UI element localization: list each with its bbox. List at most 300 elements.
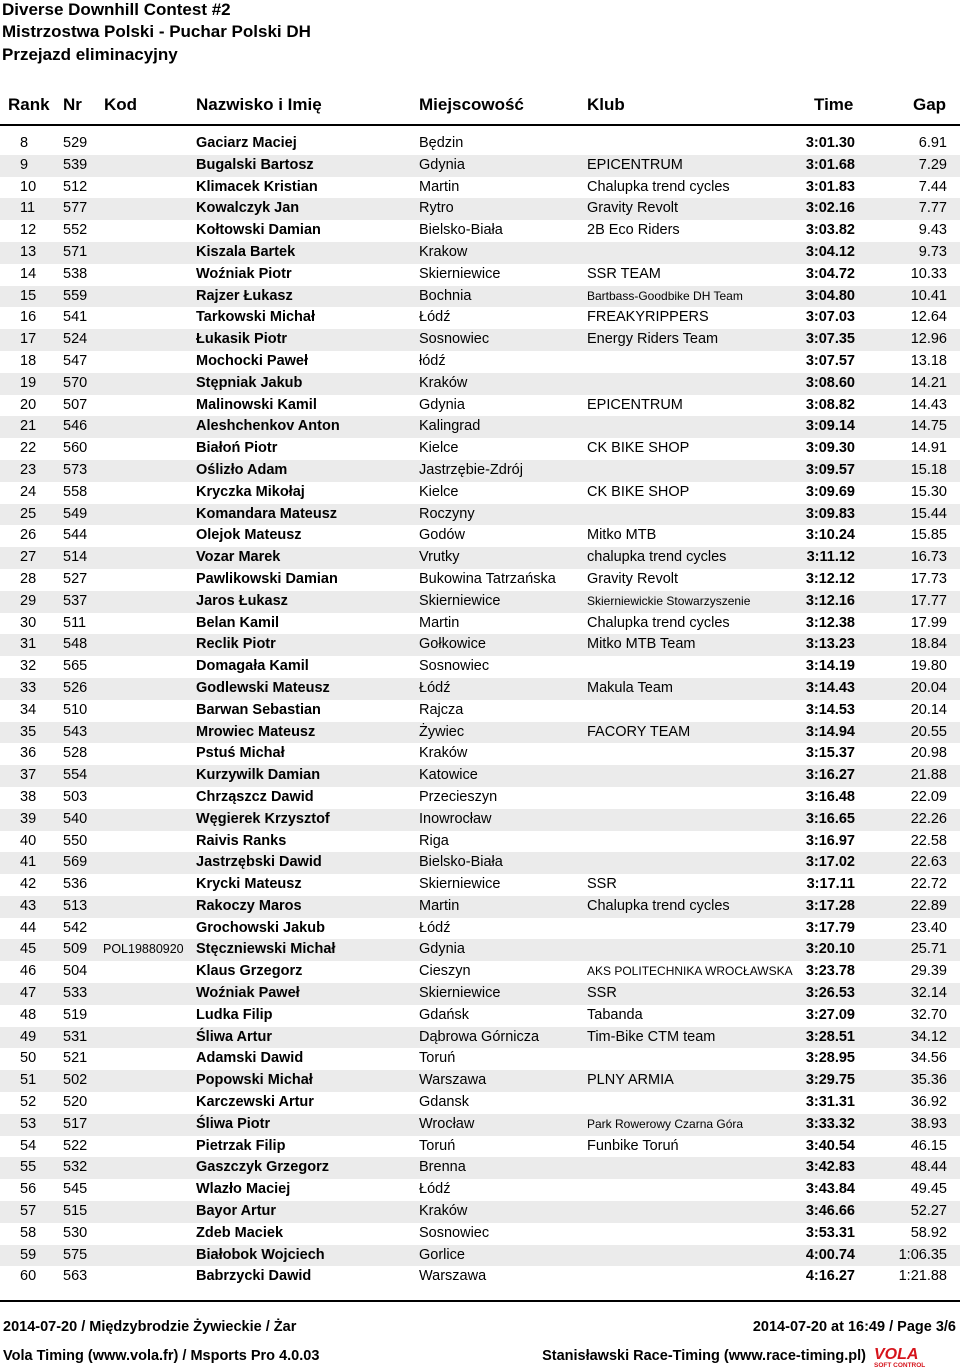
- table-row: [0, 438, 960, 460]
- cell-club: Mitko MTB: [587, 527, 657, 544]
- cell-rider-name: Olejok Mateusz: [196, 527, 302, 544]
- cell-gap: 1:21.88: [898, 1268, 947, 1285]
- cell-city: Bielsko-Biała: [419, 854, 503, 871]
- table-row: [0, 373, 960, 395]
- cell-rank: 33: [20, 679, 37, 696]
- cell-time: 3:23.78: [805, 963, 855, 980]
- cell-club: CK BIKE SHOP: [587, 483, 690, 500]
- cell-club: Gravity Revolt: [587, 200, 679, 217]
- cell-bib-number: 512: [63, 178, 88, 195]
- col-rank: Rank: [8, 95, 50, 114]
- cell-time: 3:40.54: [805, 1137, 855, 1154]
- cell-gap: 20.14: [910, 701, 947, 718]
- cell-city: Roczyny: [419, 505, 475, 522]
- cell-city: Gorlice: [419, 1246, 465, 1263]
- cell-rider-name: Oślizło Adam: [196, 461, 288, 478]
- table-row: [0, 1114, 960, 1136]
- table-row: [0, 809, 960, 831]
- cell-time: 3:10.24: [805, 527, 855, 544]
- cell-rank: 15: [20, 287, 37, 304]
- cell-bib-number: 521: [63, 1050, 88, 1067]
- cell-rider-name: Zdeb Maciek: [196, 1224, 284, 1241]
- cell-rank: 60: [20, 1268, 37, 1285]
- cell-rank: 9: [20, 156, 29, 173]
- cell-rank: 54: [20, 1137, 37, 1154]
- footer-timing-company: Stanisławski Race-Timing (www.race-timing.pl): [542, 1348, 866, 1364]
- cell-gap: 9.43: [918, 222, 947, 239]
- cell-city: Bielsko-Biała: [419, 222, 503, 239]
- cell-rider-name: Gaszczyk Grzegorz: [196, 1159, 329, 1176]
- cell-rider-name: Białobok Wojciech: [196, 1246, 325, 1263]
- cell-club: SSR: [587, 985, 617, 1002]
- table-row: [0, 286, 960, 308]
- cell-city: Warszawa: [419, 1072, 487, 1089]
- cell-gap: 10.33: [910, 265, 947, 282]
- cell-club: Mitko MTB Team: [587, 636, 696, 653]
- table-row: [0, 525, 960, 547]
- cell-rank: 16: [20, 309, 37, 326]
- cell-rank: 58: [20, 1224, 37, 1241]
- cell-club: Chalupka trend cycles: [587, 178, 730, 195]
- cell-city: Vrutky: [419, 549, 460, 566]
- cell-rank: 25: [20, 505, 37, 522]
- cell-rider-name: Godlewski Mateusz: [196, 679, 330, 696]
- cell-city: Gdynia: [419, 941, 465, 958]
- cell-gap: 35.36: [910, 1072, 947, 1089]
- cell-rank: 23: [20, 461, 37, 478]
- cell-bib-number: 531: [63, 1028, 88, 1045]
- cell-rank: 19: [20, 374, 37, 391]
- cell-rider-name: Wlazło Maciej: [196, 1181, 291, 1198]
- cell-rank: 47: [20, 985, 37, 1002]
- cell-city: Skierniewice: [419, 265, 501, 282]
- event-stage: Przejazd eliminacyjny: [2, 45, 178, 64]
- cell-bib-number: 549: [63, 505, 88, 522]
- cell-gap: 20.55: [910, 723, 947, 740]
- cell-time: 3:09.14: [805, 418, 855, 435]
- cell-city: Gdansk: [419, 1094, 469, 1111]
- cell-bib-number: 522: [63, 1137, 88, 1154]
- cell-bib-number: 514: [63, 549, 88, 566]
- cell-bib-number: 537: [63, 592, 88, 609]
- cell-gap: 23.40: [910, 919, 947, 936]
- cell-rider-name: Klaus Grzegorz: [196, 963, 303, 980]
- table-row: [0, 1223, 960, 1245]
- vola-logo-text: VOLA: [874, 1346, 919, 1363]
- cell-bib-number: 536: [63, 876, 88, 893]
- cell-rider-name: Ludka Filip: [196, 1006, 273, 1023]
- cell-gap: 18.84: [910, 636, 947, 653]
- table-row: [0, 1070, 960, 1092]
- cell-time: 3:33.32: [805, 1115, 855, 1132]
- cell-time: 3:01.30: [805, 135, 855, 151]
- cell-gap: 58.92: [910, 1224, 947, 1241]
- cell-time: 3:01.83: [805, 178, 855, 195]
- cell-gap: 22.58: [910, 832, 947, 849]
- cell-time: 3:12.38: [805, 614, 855, 631]
- cell-rider-name: Aleshchenkov Anton: [196, 418, 340, 435]
- cell-bib-number: 558: [63, 483, 88, 500]
- cell-city: Gdańsk: [419, 1006, 469, 1023]
- table-row: [0, 939, 960, 961]
- cell-bib-number: 565: [63, 658, 88, 675]
- cell-gap: 34.56: [910, 1050, 947, 1067]
- cell-club: AKS POLITECHNIKA WROCŁAWSKA: [587, 964, 793, 979]
- cell-city: Godów: [419, 527, 465, 544]
- cell-gap: 29.39: [910, 963, 947, 980]
- cell-club: Tim-Bike CTM team: [587, 1028, 716, 1045]
- cell-city: Dąbrowa Górnicza: [419, 1028, 540, 1045]
- cell-bib-number: 507: [63, 396, 88, 413]
- cell-rider-name: Pstuś Michał: [196, 745, 285, 762]
- cell-time: 3:12.16: [805, 592, 855, 609]
- cell-city: Inowrocław: [419, 810, 492, 827]
- cell-rider-name: Karczewski Artur: [196, 1094, 314, 1111]
- table-row: [0, 874, 960, 896]
- cell-rank: 53: [20, 1115, 37, 1132]
- cell-time: 3:08.82: [805, 396, 855, 413]
- cell-club: SSR TEAM: [587, 265, 661, 282]
- cell-bib-number: 545: [63, 1181, 88, 1198]
- table-row: [0, 1092, 960, 1114]
- cell-gap: 32.70: [910, 1006, 947, 1023]
- cell-time: 3:07.03: [805, 309, 855, 326]
- cell-gap: 12.64: [910, 309, 947, 326]
- cell-time: 3:42.83: [805, 1159, 855, 1176]
- cell-club: Makula Team: [587, 679, 673, 696]
- cell-city: Bochnia: [419, 287, 472, 304]
- cell-club: Funbike Toruń: [587, 1137, 679, 1154]
- cell-time: 3:17.11: [806, 876, 855, 893]
- cell-rider-name: Popowski Michał: [196, 1072, 313, 1089]
- cell-gap: 36.92: [910, 1094, 947, 1111]
- cell-rank: 14: [20, 265, 37, 282]
- cell-rank: 39: [20, 810, 37, 827]
- cell-bib-number: 527: [63, 570, 88, 587]
- header-rule: [0, 124, 960, 126]
- cell-time: 3:07.57: [805, 352, 855, 369]
- cell-club: FACORY TEAM: [587, 723, 691, 740]
- cell-rank: 46: [20, 963, 37, 980]
- cell-rider-name: Krycki Mateusz: [196, 876, 302, 893]
- cell-rank: 27: [20, 549, 37, 566]
- cell-rank: 35: [20, 723, 37, 740]
- cell-rank: 50: [20, 1050, 37, 1067]
- cell-time: 3:31.31: [805, 1094, 855, 1111]
- cell-rider-name: Węgierek Krzysztof: [196, 810, 330, 827]
- cell-time: 3:01.68: [805, 156, 855, 173]
- table-row: [0, 852, 960, 874]
- cell-gap: 22.72: [910, 876, 947, 893]
- cell-rider-name: Jastrzębski Dawid: [196, 854, 322, 871]
- table-row: [0, 1266, 960, 1288]
- table-row: [0, 613, 960, 635]
- cell-time: 3:09.69: [805, 483, 855, 500]
- cell-bib-number: 544: [63, 527, 88, 544]
- cell-rank: 8: [20, 135, 29, 151]
- table-row: [0, 1048, 960, 1070]
- table-row: [0, 416, 960, 438]
- cell-bib-number: 542: [63, 919, 88, 936]
- cell-time: 3:14.94: [805, 723, 855, 740]
- event-subtitle: Mistrzostwa Polski - Puchar Polski DH: [2, 22, 311, 41]
- table-row: [0, 264, 960, 286]
- cell-bib-number: 563: [63, 1268, 88, 1285]
- cell-rank: 41: [20, 854, 37, 871]
- cell-gap: 22.63: [910, 854, 947, 871]
- cell-rank: 38: [20, 788, 37, 805]
- cell-city: Skierniewice: [419, 592, 501, 609]
- cell-gap: 19.80: [910, 658, 947, 675]
- cell-time: 3:28.95: [805, 1050, 855, 1067]
- cell-bib-number: 517: [63, 1115, 88, 1132]
- cell-rank: 29: [20, 592, 37, 609]
- table-row: [0, 831, 960, 853]
- column-headers: [0, 95, 960, 117]
- cell-rider-name: Białoń Piotr: [196, 440, 278, 457]
- cell-city: Krakow: [419, 243, 468, 260]
- table-row: [0, 504, 960, 526]
- cell-rank: 24: [20, 483, 37, 500]
- cell-bib-number: 520: [63, 1094, 88, 1111]
- cell-city: Skierniewice: [419, 985, 501, 1002]
- cell-gap: 22.26: [910, 810, 947, 827]
- cell-city: Wrocław: [419, 1115, 475, 1132]
- cell-rank: 26: [20, 527, 37, 544]
- cell-club: CK BIKE SHOP: [587, 440, 690, 457]
- cell-time: 3:11.12: [806, 549, 855, 566]
- cell-time: 3:14.53: [805, 701, 855, 718]
- cell-time: 3:14.43: [805, 679, 855, 696]
- cell-bib-number: 571: [63, 243, 88, 260]
- cell-rank: 56: [20, 1181, 37, 1198]
- table-row: [0, 983, 960, 1005]
- cell-bib-number: 560: [63, 440, 88, 457]
- table-row: [0, 242, 960, 264]
- cell-bib-number: 509: [63, 941, 88, 958]
- cell-bib-number: 546: [63, 418, 88, 435]
- table-row: [0, 787, 960, 809]
- vola-logo: [872, 1344, 956, 1368]
- cell-bib-number: 524: [63, 331, 88, 348]
- cell-rider-name: Stępniak Jakub: [196, 374, 303, 391]
- cell-city: Riga: [419, 832, 449, 849]
- cell-bib-number: 550: [63, 832, 88, 849]
- cell-time: 4:00.74: [805, 1246, 855, 1263]
- cell-rank: 57: [20, 1203, 37, 1220]
- col-kod: Kod: [104, 95, 138, 114]
- cell-city: Katowice: [419, 767, 478, 784]
- table-row: [0, 155, 960, 177]
- cell-time: 3:17.02: [805, 854, 855, 871]
- table-row: [0, 1136, 960, 1158]
- cell-club: FREAKYRIPPERS: [587, 309, 709, 326]
- table-row: [0, 220, 960, 242]
- cell-gap: 20.98: [910, 745, 947, 762]
- cell-bib-number: 540: [63, 810, 88, 827]
- cell-rank: 48: [20, 1006, 37, 1023]
- cell-time: 3:13.23: [805, 636, 855, 653]
- cell-rank: 13: [20, 243, 37, 260]
- cell-city: Kraków: [419, 374, 468, 391]
- cell-rank: 10: [20, 178, 37, 195]
- cell-gap: 22.09: [910, 788, 947, 805]
- cell-city: Kraków: [419, 745, 468, 762]
- cell-rider-name: Adamski Dawid: [196, 1050, 304, 1067]
- cell-gap: 15.18: [910, 461, 947, 478]
- cell-rank: 52: [20, 1094, 37, 1111]
- cell-bib-number: 552: [63, 222, 88, 239]
- cell-bib-number: 532: [63, 1159, 88, 1176]
- cell-club: Energy Riders Team: [587, 331, 719, 348]
- cell-rank: 22: [20, 440, 37, 457]
- cell-rider-name: Śliwa Artur: [196, 1028, 273, 1045]
- cell-rank: 34: [20, 701, 37, 718]
- cell-rank: 44: [20, 919, 37, 936]
- cell-city: Będzin: [419, 135, 464, 151]
- table-row: [0, 722, 960, 744]
- cell-city: Bukowina Tatrzańska: [419, 570, 556, 587]
- cell-club: Bartbass-Goodbike DH Team: [587, 288, 743, 303]
- cell-city: Żywiec: [419, 723, 465, 740]
- cell-rider-name: Bugalski Bartosz: [196, 156, 314, 173]
- table-row: [0, 656, 960, 678]
- cell-rider-name: Grochowski Jakub: [196, 919, 325, 936]
- cell-time: 3:09.30: [805, 440, 855, 457]
- cell-city: Jastrzębie-Zdrój: [419, 461, 523, 478]
- cell-rank: 20: [20, 396, 37, 413]
- vola-logo-subtext: SOFT CONTROL: [874, 1362, 926, 1368]
- cell-time: 4:16.27: [805, 1268, 855, 1285]
- footer-software: Vola Timing (www.vola.fr) / Msports Pro 4.0.03: [3, 1348, 320, 1364]
- cell-bib-number: 528: [63, 745, 88, 762]
- cell-bib-number: 504: [63, 963, 88, 980]
- col-nr: Nr: [63, 95, 82, 114]
- cell-bib-number: 573: [63, 461, 88, 478]
- cell-rider-name: Malinowski Kamil: [196, 396, 317, 413]
- cell-rank: 43: [20, 897, 37, 914]
- cell-club: chalupka trend cycles: [587, 549, 727, 566]
- cell-rider-name: Kowalczyk Jan: [196, 200, 300, 217]
- cell-city: Sosnowiec: [419, 658, 490, 675]
- table-row: [0, 547, 960, 569]
- cell-time: 3:09.83: [805, 505, 855, 522]
- cell-city: Kalingrad: [419, 418, 481, 435]
- cell-bib-number: 548: [63, 636, 88, 653]
- cell-time: 3:17.79: [805, 919, 855, 936]
- cell-gap: 14.21: [910, 374, 947, 391]
- cell-city: Martin: [419, 897, 460, 914]
- cell-rider-name: Kiszala Bartek: [196, 243, 296, 260]
- table-row: [0, 1157, 960, 1179]
- cell-city: Warszawa: [419, 1268, 487, 1285]
- cell-club: SSR: [587, 876, 617, 893]
- cell-city: Kielce: [419, 483, 459, 500]
- cell-bib-number: 515: [63, 1203, 88, 1220]
- cell-gap: 7.77: [918, 200, 947, 217]
- cell-time: 3:04.80: [805, 287, 855, 304]
- table-row: [0, 460, 960, 482]
- cell-time: 3:16.65: [805, 810, 855, 827]
- cell-rider-name: Chrząszcz Dawid: [196, 788, 314, 805]
- cell-gap: 1:06.35: [898, 1246, 947, 1263]
- cell-rank: 18: [20, 352, 37, 369]
- cell-club: PLNY ARMIA: [587, 1072, 674, 1089]
- cell-city: Brenna: [419, 1159, 466, 1176]
- cell-club: EPICENTRUM: [587, 396, 683, 413]
- cell-gap: 21.88: [910, 767, 947, 784]
- cell-bib-number: 530: [63, 1224, 88, 1241]
- cell-bib-number: 554: [63, 767, 88, 784]
- cell-rank: 37: [20, 767, 37, 784]
- cell-bib-number: 502: [63, 1072, 88, 1089]
- cell-city: Gołkowice: [419, 636, 486, 653]
- cell-rank: 49: [20, 1028, 37, 1045]
- col-gap: Gap: [913, 95, 947, 114]
- cell-bib-number: 539: [63, 156, 88, 173]
- cell-club: Chalupka trend cycles: [587, 614, 730, 631]
- event-title: Diverse Downhill Contest #2: [2, 0, 231, 19]
- cell-club: Park Rowerowy Czarna Góra: [587, 1116, 744, 1131]
- cell-rider-name: Rakoczy Maros: [196, 897, 302, 914]
- cell-rank: 55: [20, 1159, 37, 1176]
- cell-rank: 11: [20, 200, 36, 217]
- cell-time: 3:26.53: [805, 985, 855, 1002]
- cell-city: Toruń: [419, 1137, 456, 1154]
- cell-rider-name: Belan Kamil: [196, 614, 279, 631]
- cell-time: 3:15.37: [805, 745, 855, 762]
- cell-bib-number: 538: [63, 265, 88, 282]
- cell-gap: 25.71: [910, 941, 947, 958]
- cell-gap: 15.30: [910, 483, 947, 500]
- cell-gap: 15.85: [910, 527, 947, 544]
- cell-city: Martin: [419, 178, 460, 195]
- cell-gap: 22.89: [910, 897, 947, 914]
- cell-rank: 17: [20, 331, 37, 348]
- cell-time: 3:12.12: [805, 570, 855, 587]
- cell-time: 3:53.31: [805, 1224, 855, 1241]
- cell-rider-name: Śliwa Piotr: [196, 1115, 271, 1132]
- cell-time: 3:28.51: [805, 1028, 855, 1045]
- cell-rank: 28: [20, 570, 37, 587]
- table-row: [0, 1245, 960, 1267]
- cell-club: EPICENTRUM: [587, 156, 683, 173]
- cell-city: Kielce: [419, 440, 459, 457]
- cell-gap: 17.73: [910, 570, 947, 587]
- cell-rider-name: Mrowiec Mateusz: [196, 723, 316, 740]
- cell-bib-number: 519: [63, 1006, 88, 1023]
- cell-rider-name: Woźniak Piotr: [196, 265, 292, 282]
- cell-time: 3:16.27: [805, 767, 855, 784]
- cell-club: Chalupka trend cycles: [587, 897, 730, 914]
- cell-rider-name: Reclik Piotr: [196, 636, 276, 653]
- cell-gap: 48.44: [910, 1159, 947, 1176]
- cell-rank: 59: [20, 1246, 37, 1263]
- footer-rule: [0, 1300, 960, 1302]
- cell-rank: 36: [20, 745, 37, 762]
- cell-rider-name: Łukasik Piotr: [196, 331, 288, 348]
- cell-bib-number: 543: [63, 723, 88, 740]
- cell-bib-number: 526: [63, 679, 88, 696]
- cell-rank: 40: [20, 832, 37, 849]
- table-row: [0, 198, 960, 220]
- cell-time: 3:09.57: [805, 461, 855, 478]
- cell-city: Cieszyn: [419, 963, 471, 980]
- table-row: [0, 1179, 960, 1201]
- cell-kod: POL19880920: [103, 942, 184, 957]
- cell-gap: 34.12: [910, 1028, 947, 1045]
- table-row: [0, 634, 960, 656]
